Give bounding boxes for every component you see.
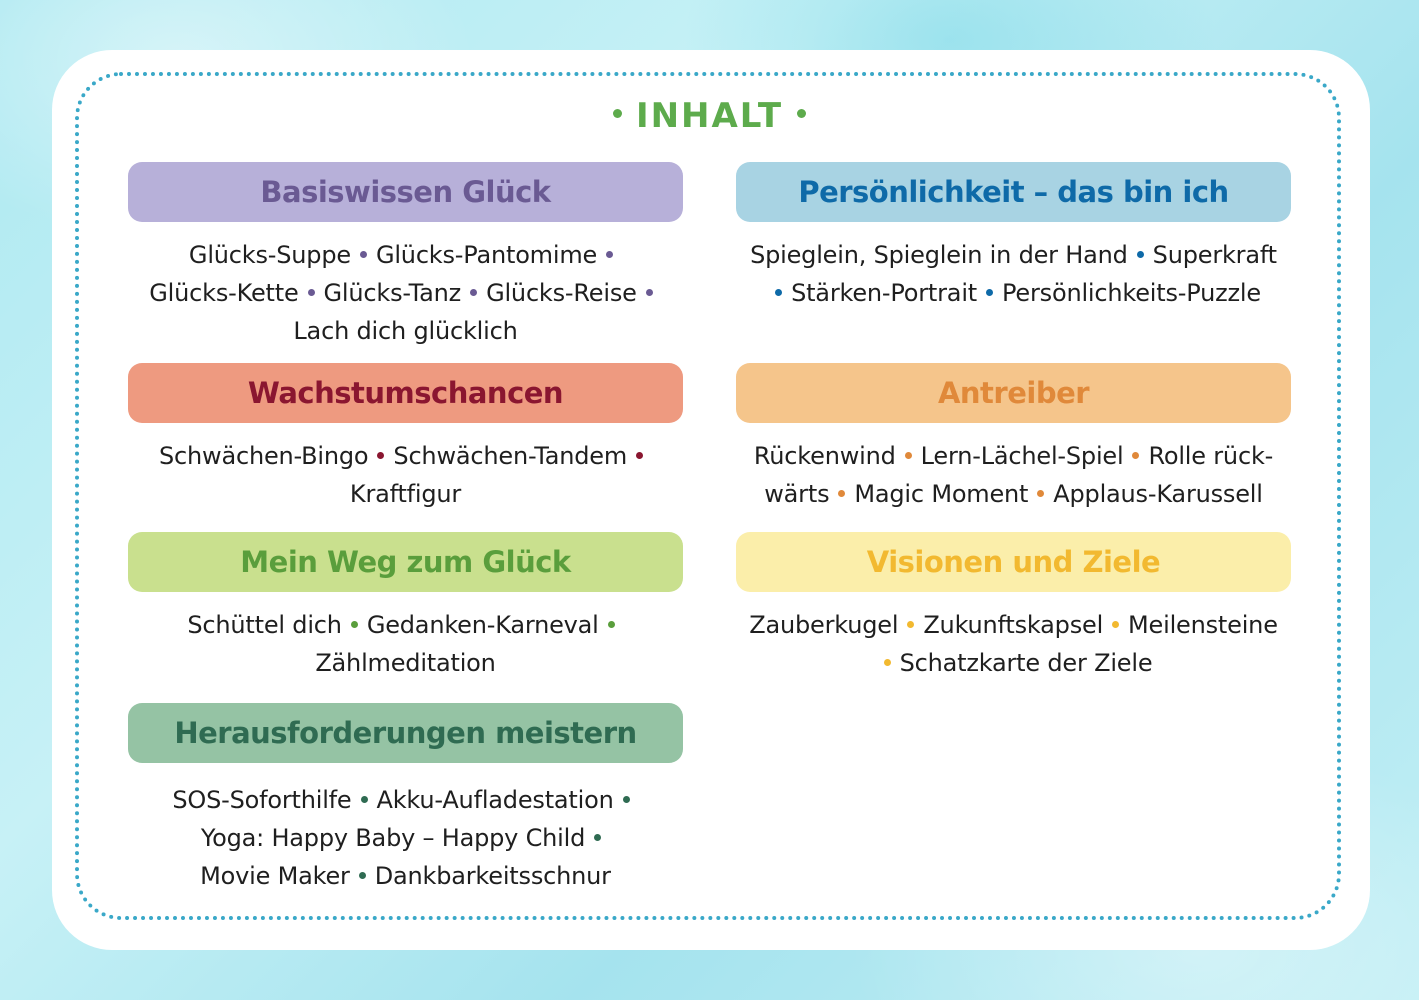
separator-dot (360, 251, 367, 258)
list-item: Schatzkarte der Ziele (899, 649, 1153, 677)
page-title (0, 96, 1419, 136)
section-heading: Persönlichkeit – das bin ich (736, 162, 1291, 222)
section-items (128, 236, 683, 350)
title-text: INHALT (635, 96, 784, 136)
section-items (128, 781, 683, 895)
section-heading: Visionen und Ziele (736, 532, 1291, 592)
list-item: Lern-Lächel-Spiel (920, 442, 1124, 470)
separator-dot (361, 796, 368, 803)
separator-dot (608, 621, 615, 628)
section-items (128, 606, 683, 682)
section-items (736, 236, 1291, 312)
separator-dot (636, 452, 643, 459)
list-item: Zählmeditation (315, 649, 496, 677)
item-line (128, 475, 683, 513)
section-basiswissen-glueck (128, 162, 683, 350)
list-item: wärts (764, 480, 830, 508)
separator-dot (308, 289, 315, 296)
section-mein-weg-zum-glueck (128, 532, 683, 682)
section-herausforderungen-meistern (128, 703, 683, 895)
list-item: Zauberkugel (749, 611, 899, 639)
item-line (128, 236, 683, 274)
separator-dot (1112, 621, 1119, 628)
item-line (736, 644, 1291, 682)
list-item: Akku-Aufladestation (376, 786, 614, 814)
separator-dot (470, 289, 477, 296)
list-item: Stärken-Portrait (791, 279, 977, 307)
list-item: Spieglein, Spieglein in der Hand (750, 241, 1128, 269)
list-item: Glücks-Tanz (323, 279, 462, 307)
item-line (736, 606, 1291, 644)
title-dot-left (613, 109, 622, 118)
list-item: SOS-Soforthilfe (172, 786, 352, 814)
list-item: Magic Moment (854, 480, 1029, 508)
list-item: Applaus-Karussell (1053, 480, 1263, 508)
list-item: Glücks-Pantomime (375, 241, 598, 269)
list-item: Kraftfigur (349, 480, 462, 508)
separator-dot (775, 289, 782, 296)
item-line (128, 274, 683, 312)
list-item: Schwächen-Bingo (158, 442, 369, 470)
item-line (736, 274, 1291, 312)
list-item: Glücks-Reise (486, 279, 637, 307)
list-item: Glücks-Suppe (188, 241, 351, 269)
separator-dot (884, 659, 891, 666)
separator-dot (594, 834, 601, 841)
separator-dot (1132, 452, 1139, 459)
separator-dot (838, 490, 845, 497)
section-heading: Wachstumschancen (128, 363, 683, 423)
separator-dot (359, 872, 366, 879)
separator-dot (606, 251, 613, 258)
section-visionen-und-ziele (736, 532, 1291, 682)
list-item: Gedanken-Karneval (366, 611, 599, 639)
item-line (128, 644, 683, 682)
item-line (128, 606, 683, 644)
item-line (128, 857, 683, 895)
list-item: Glücks-Kette (149, 279, 299, 307)
section-persoenlichkeit (736, 162, 1291, 312)
list-item: Meilensteine (1128, 611, 1278, 639)
separator-dot (1037, 490, 1044, 497)
separator-dot (377, 452, 384, 459)
separator-dot (1137, 251, 1144, 258)
list-item: Rolle rück- (1148, 442, 1274, 470)
item-line (128, 437, 683, 475)
item-line (736, 236, 1291, 274)
item-line (128, 312, 683, 350)
section-antreiber (736, 363, 1291, 513)
item-line (736, 475, 1291, 513)
list-item: Persönlichkeits-Puzzle (1002, 279, 1261, 307)
list-item: Rückenwind (753, 442, 896, 470)
item-line (736, 437, 1291, 475)
item-line (128, 781, 683, 819)
separator-dot (623, 796, 630, 803)
list-item: Zukunftskapsel (923, 611, 1104, 639)
list-item: Schüttel dich (187, 611, 342, 639)
list-item: Movie Maker (200, 862, 350, 890)
title-dot-right (797, 109, 806, 118)
section-heading: Mein Weg zum Glück (128, 532, 683, 592)
section-heading: Herausforderungen meistern (128, 703, 683, 763)
list-item: Dankbarkeitsschnur (374, 862, 611, 890)
item-line (128, 819, 683, 857)
separator-dot (986, 289, 993, 296)
list-item: Yoga: Happy Baby – Happy Child (200, 824, 586, 852)
section-wachstumschancen (128, 363, 683, 513)
list-item: Superkraft (1152, 241, 1277, 269)
separator-dot (907, 621, 914, 628)
separator-dot (905, 452, 912, 459)
section-items (736, 606, 1291, 682)
separator-dot (351, 621, 358, 628)
section-items (128, 437, 683, 513)
section-heading: Antreiber (736, 363, 1291, 423)
list-item: Schwächen-Tandem (393, 442, 628, 470)
list-item: Lach dich glücklich (293, 317, 518, 345)
section-heading: Basiswissen Glück (128, 162, 683, 222)
separator-dot (646, 289, 653, 296)
section-items (736, 437, 1291, 513)
